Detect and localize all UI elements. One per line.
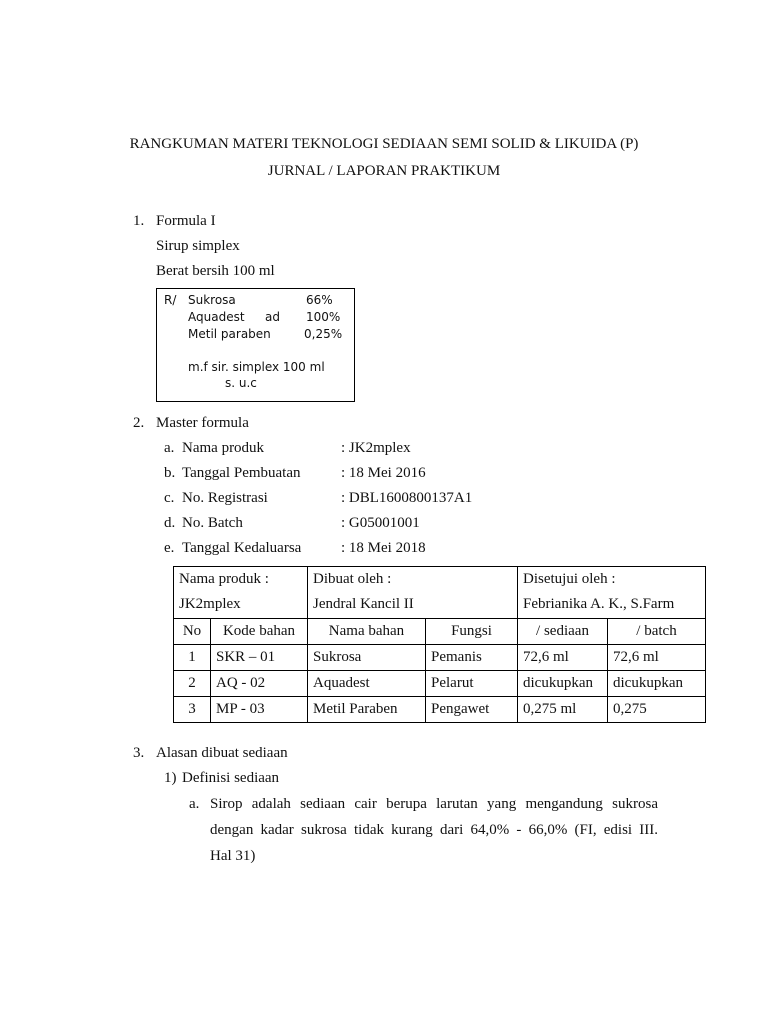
nama-produk-label: Nama produk : xyxy=(179,571,269,587)
recipe-mf: m.f sir. simplex 100 ml xyxy=(188,360,325,374)
recipe-row1-value: 66% xyxy=(306,293,333,307)
cell-batch: 0,275 xyxy=(608,697,706,723)
header-fungsi: Fungsi xyxy=(426,619,518,645)
disetujui-oleh-label: Disetujui oleh : xyxy=(523,571,616,587)
subsection-heading: Definisi sediaan xyxy=(182,770,280,786)
definition-line1: Sirop adalah sediaan cair berupa larutan yang mengandung sukrosa xyxy=(210,796,658,812)
item-letter: a. xyxy=(164,440,175,456)
cell-fungsi: Pemanis xyxy=(426,645,518,671)
cell-nama-bahan: Sukrosa xyxy=(308,645,426,671)
section2-number: 2. xyxy=(133,415,145,431)
nama-produk-cell xyxy=(174,567,308,619)
table-header-row xyxy=(174,619,706,645)
item-letter: d. xyxy=(164,515,176,531)
cell-batch: 72,6 ml xyxy=(608,645,706,671)
document-subtitle: JURNAL / LAPORAN PRAKTIKUM xyxy=(267,163,501,179)
section3-heading: Alasan dibuat sediaan xyxy=(156,745,288,761)
cell-no: 1 xyxy=(174,645,211,671)
header-per-sediaan: / sediaan xyxy=(518,619,608,645)
cell-batch: dicukupkan xyxy=(608,671,706,697)
cell-sediaan: dicukupkan xyxy=(518,671,608,697)
table-row xyxy=(174,697,706,723)
item-letter: a. xyxy=(189,796,200,812)
header-nama-bahan: Nama bahan xyxy=(308,619,426,645)
item-value-tanggal-kedaluarsa: : 18 Mei 2018 xyxy=(341,540,426,556)
cell-fungsi: Pengawet xyxy=(426,697,518,723)
section2-heading: Master formula xyxy=(156,415,249,431)
item-value-tanggal-pembuatan: : 18 Mei 2016 xyxy=(341,465,426,481)
disetujui-oleh-cell xyxy=(518,567,706,619)
item-letter: b. xyxy=(164,465,176,481)
definition-line2: dengan kadar sukrosa tidak kurang dari 64,0% - 66,0% (FI, edisi III. xyxy=(210,822,658,838)
document-title: RANGKUMAN MATERI TEKNOLOGI SEDIAAN SEMI SOLID & LIKUIDA (P) xyxy=(129,136,639,152)
disetujui-oleh-value: Febrianika A. K., S.Farm xyxy=(523,596,675,612)
cell-kode-bahan: SKR – 01 xyxy=(211,645,308,671)
cell-no: 2 xyxy=(174,671,211,697)
dibuat-oleh-label: Dibuat oleh : xyxy=(313,571,392,587)
recipe-row2-name: Aquadest xyxy=(188,310,245,324)
subsection-number: 1) xyxy=(164,770,177,786)
table-row xyxy=(174,645,706,671)
header-per-batch: / batch xyxy=(608,619,706,645)
section1-line2: Sirup simplex xyxy=(156,238,240,254)
dibuat-oleh-cell xyxy=(308,567,518,619)
cell-sediaan: 72,6 ml xyxy=(518,645,608,671)
dibuat-oleh-value: Jendral Kancil II xyxy=(313,596,414,612)
item-label-nama-produk: Nama produk xyxy=(182,440,265,456)
section1-heading: Formula I xyxy=(156,213,216,229)
item-letter: c. xyxy=(164,490,175,506)
nama-produk-value: JK2mplex xyxy=(179,596,241,612)
item-label-no-registrasi: No. Registrasi xyxy=(182,490,268,506)
master-formula-table xyxy=(173,566,706,723)
cell-nama-bahan: Metil Paraben xyxy=(308,697,426,723)
cell-sediaan: 0,275 ml xyxy=(518,697,608,723)
recipe-r-label: R/ xyxy=(164,293,177,307)
item-label-tanggal-pembuatan: Tanggal Pembuatan xyxy=(182,465,301,481)
cell-fungsi: Pelarut xyxy=(426,671,518,697)
section3-number: 3. xyxy=(133,745,145,761)
cell-kode-bahan: MP - 03 xyxy=(211,697,308,723)
definition-line3: Hal 31) xyxy=(210,848,256,864)
header-kode-bahan: Kode bahan xyxy=(211,619,308,645)
cell-nama-bahan: Aquadest xyxy=(308,671,426,697)
item-label-tanggal-kedaluarsa: Tanggal Kedaluarsa xyxy=(182,540,302,556)
item-label-no-batch: No. Batch xyxy=(182,515,243,531)
item-value-no-batch: : G05001001 xyxy=(341,515,420,531)
recipe-row2-value: 100% xyxy=(306,310,341,324)
cell-no: 3 xyxy=(174,697,211,723)
recipe-row3-value: 0,25% xyxy=(304,327,343,341)
section1-line3: Berat bersih 100 ml xyxy=(156,263,275,279)
recipe-suc: s. u.c xyxy=(225,376,257,390)
cell-kode-bahan: AQ - 02 xyxy=(211,671,308,697)
recipe-row3-name: Metil paraben xyxy=(188,327,271,341)
recipe-row2-ad: ad xyxy=(265,310,280,324)
header-no: No xyxy=(174,619,211,645)
recipe-row1-name: Sukrosa xyxy=(188,293,236,307)
table-row xyxy=(174,671,706,697)
item-value-nama-produk: : JK2mplex xyxy=(341,440,411,456)
item-value-no-registrasi: : DBL1600800137A1 xyxy=(341,490,473,506)
table-info-row xyxy=(174,567,706,619)
item-letter: e. xyxy=(164,540,175,556)
section1-number: 1. xyxy=(133,213,145,229)
